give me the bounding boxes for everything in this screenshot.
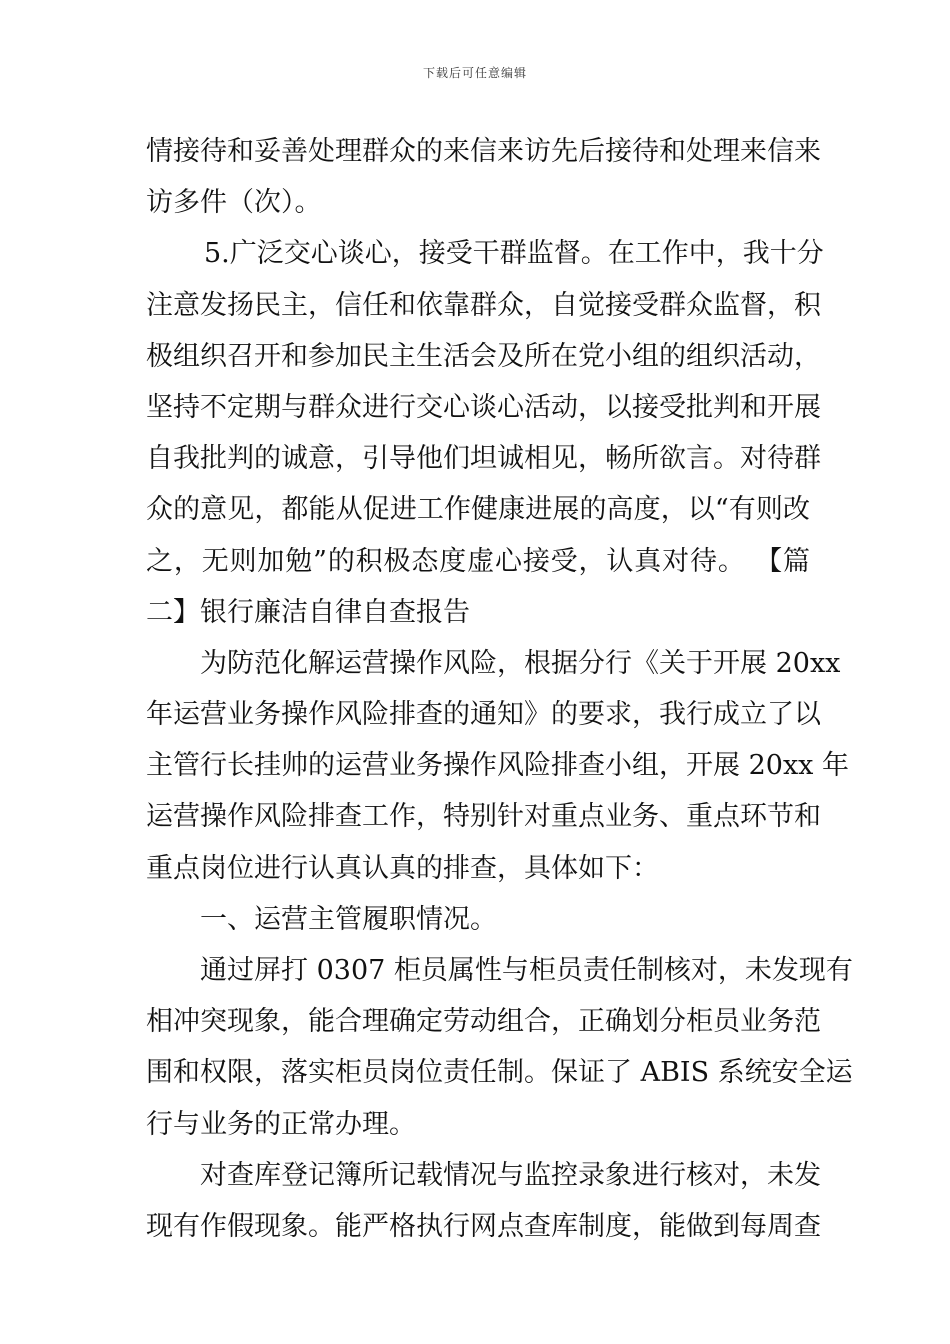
text-line: 5.广泛交心谈心，接受干群监督。在工作中，我十分 <box>204 238 824 270</box>
text-line: 相冲突现象，能合理确定劳动组合，正确划分柜员业务范 <box>146 1006 821 1038</box>
text-line: 为防范化解运营操作风险，根据分行《关于开展 20xx <box>200 647 841 679</box>
page-header: 下载后可任意编辑 <box>422 66 527 80</box>
text-line: 围和权限，落实柜员岗位责任制。保证了 ABIS 系统安全运 <box>146 1057 853 1089</box>
text-line: 主管行长挂帅的运营业务操作风险排查小组，开展 20xx 年 <box>146 750 849 782</box>
text-line: 运营操作风险排查工作，特别针对重点业务、重点环节和 <box>146 801 821 833</box>
text-line: 访多件（次）。 <box>146 187 322 219</box>
text-line: 极组织召开和参加民主生活会及所在党小组的组织活动， <box>146 340 821 372</box>
text-line: 现有作假现象。能严格执行网点查库制度，能做到每周查 <box>146 1210 821 1242</box>
section-heading: 二】银行廉洁自律自查报告 <box>146 596 470 628</box>
text-line: 之，无则加勉”的积极态度虚心接受，认真对待。 【篇 <box>146 545 810 577</box>
text-line: 众的意见，都能从促进工作健康进展的高度，以“有则改 <box>146 494 810 526</box>
text-line: 注意发扬民主，信任和依靠群众，自觉接受群众监督，积 <box>146 289 821 321</box>
text-line: 通过屏打 0307 柜员属性与柜员责任制核对，未发现有 <box>200 955 853 986</box>
text-line: 重点岗位进行认真认真的排查，具体如下： <box>146 852 659 884</box>
text-line: 情接待和妥善处理群众的来信来访先后接待和处理来信来 <box>146 136 821 167</box>
text-line: 年运营业务操作风险排查的通知》的要求，我行成立了以 <box>146 699 821 731</box>
subsection-heading: 一、运营主管履职情况。 <box>200 903 497 935</box>
text-line: 自我批判的诚意，引导他们坦诚相见，畅所欲言。对待群 <box>146 443 821 475</box>
text-line: 对查库登记簿所记载情况与监控录象进行核对，未发 <box>200 1159 821 1191</box>
document-body <box>146 126 853 1252</box>
text-line: 行与业务的正常办理。 <box>146 1108 416 1140</box>
text-line: 坚持不定期与群众进行交心谈心活动，以接受批判和开展 <box>146 391 821 423</box>
